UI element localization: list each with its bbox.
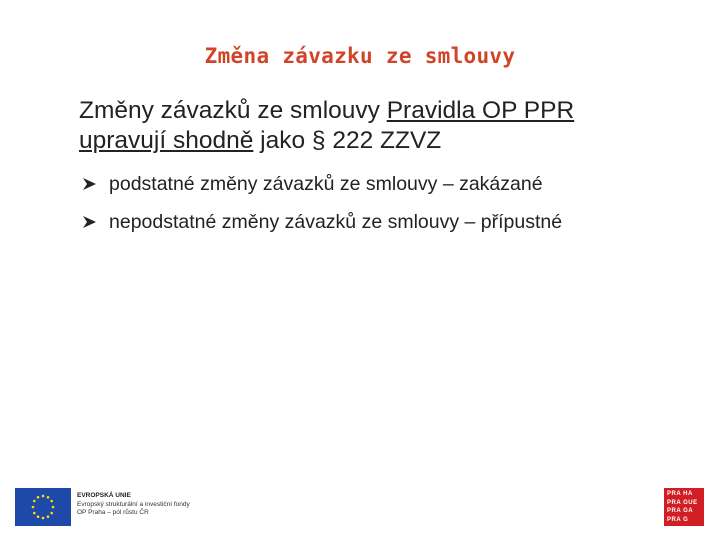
- bullet-text: podstatné změny závazků ze smlouvy – zakázané: [109, 172, 543, 195]
- bullet-item: [80, 168, 562, 200]
- bullet-text: nepodstatné změny závazků ze smlouvy – přípustné: [109, 210, 563, 233]
- slide-title: Změna závazku ze smlouvy: [204, 44, 516, 68]
- bullet-item: [80, 206, 562, 238]
- lead-paragraph: [79, 96, 639, 156]
- eu-line-1: Evropský strukturální a investiční fondy: [77, 500, 190, 508]
- lead-text-start: Změny závazků ze smlouvy: [79, 97, 387, 124]
- bullet-list: [80, 168, 562, 244]
- praha-logo-line: PRA G: [667, 516, 689, 523]
- eu-flag-logo: [15, 488, 71, 526]
- praha-logo: [664, 488, 704, 526]
- praha-logo-line: PRA GA: [667, 508, 694, 515]
- arrow-bullet-icon: [80, 174, 100, 194]
- arrow-bullet-icon: [80, 212, 100, 232]
- eu-line-2: OP Praha – pól růstu ČR: [77, 509, 149, 516]
- eu-stars-icon: [15, 488, 71, 526]
- eu-caption: [77, 492, 227, 518]
- praha-logo-line: PRA HA: [667, 491, 693, 497]
- lead-text-underlined: Pravidla OP PPR upravují shodně: [79, 97, 575, 154]
- eu-title: EVROPSKÁ UNIE: [77, 492, 131, 499]
- lead-text-end: jako § 222 ZZVZ: [253, 127, 442, 154]
- praha-logo-line: PRA GUE: [667, 499, 698, 506]
